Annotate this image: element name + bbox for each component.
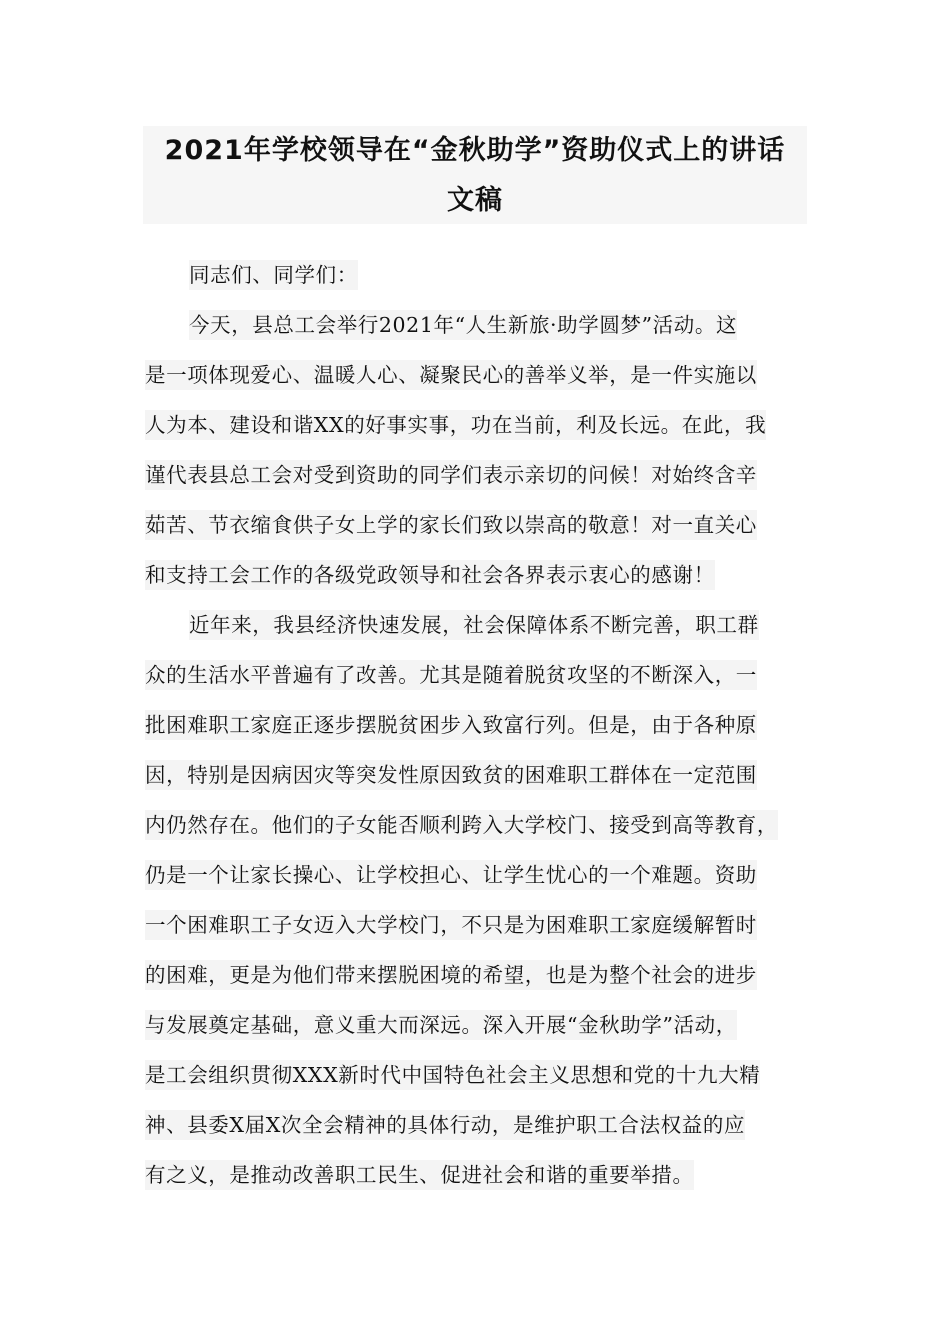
body-line-text: 因，特别是因病因灾等突发性原因致贫的困难职工群体在一定范围 [145, 760, 757, 790]
body-line [145, 1050, 811, 1100]
body-line [145, 550, 811, 600]
body-line [145, 800, 811, 850]
body-line [145, 750, 811, 800]
body-line [145, 850, 811, 900]
body-line-text: 仍是一个让家长操心、让学校担心、让学生忧心的一个难题。资助 [145, 860, 757, 890]
body-line-text: 是工会组织贯彻XXX新时代中国特色社会主义思想和党的十九大精 [145, 1060, 760, 1090]
body-line [145, 900, 811, 950]
body-line [145, 300, 811, 350]
body-line-text: 有之义，是推动改善职工民生、促进社会和谐的重要举措。 [145, 1160, 694, 1190]
body-line-text: 人为本、建设和谐XX的好事实事，功在当前，利及长远。在此，我 [145, 410, 766, 440]
body-line-text: 是一项体现爱心、温暖人心、凝聚民心的善举义举，是一件实施以 [145, 360, 757, 390]
body-line [145, 250, 811, 300]
body-line-text: 批困难职工家庭正逐步摆脱贫困步入致富行列。但是，由于各种原 [145, 710, 757, 740]
body-line-text: 众的生活水平普遍有了改善。尤其是随着脱贫攻坚的不断深入，一 [145, 660, 757, 690]
title-line-1: 2021年学校领导在“金秋助学”资助仪式上的讲话 [164, 135, 786, 166]
body-line-text: 一个困难职工子女迈入大学校门，不只是为困难职工家庭缓解暂时 [145, 910, 757, 940]
body-line [145, 1000, 811, 1050]
document-body [145, 250, 811, 1200]
body-line [145, 450, 811, 500]
body-line [145, 400, 811, 450]
body-line-text: 的困难，更是为他们带来摆脱困境的希望，也是为整个社会的进步 [145, 960, 757, 990]
body-line-text: 和支持工会工作的各级党政领导和社会各界表示衷心的感谢！ [145, 560, 715, 590]
body-line [145, 500, 811, 550]
body-line-text: 谨代表县总工会对受到资助的同学们表示亲切的问候！对始终含辛 [145, 460, 757, 490]
body-line [145, 600, 811, 650]
body-line [145, 1150, 811, 1200]
body-line [145, 700, 811, 750]
body-line-text: 与发展奠定基础，意义重大而深远。深入开展“金秋助学”活动， [145, 1010, 737, 1040]
document-title [143, 126, 807, 224]
body-line-text: 今天，县总工会举行2021年“人生新旅·助学圆梦”活动。这 [189, 310, 737, 340]
body-line [145, 650, 811, 700]
body-line [145, 1100, 811, 1150]
body-line-text: 近年来，我县经济快速发展，社会保障体系不断完善，职工群 [189, 610, 759, 640]
body-line-text: 内仍然存在。他们的子女能否顺利跨入大学校门、接受到高等教育， [145, 810, 778, 840]
body-line-text: 神、县委X届X次全会精神的具体行动，是维护职工合法权益的应 [145, 1110, 745, 1140]
body-line-text: 同志们、同学们： [189, 260, 358, 290]
body-line-text: 茹苦、节衣缩食供子女上学的家长们致以崇高的敬意！对一直关心 [145, 510, 757, 540]
body-line [145, 950, 811, 1000]
title-line-2: 文稿 [447, 185, 503, 216]
body-line [145, 350, 811, 400]
